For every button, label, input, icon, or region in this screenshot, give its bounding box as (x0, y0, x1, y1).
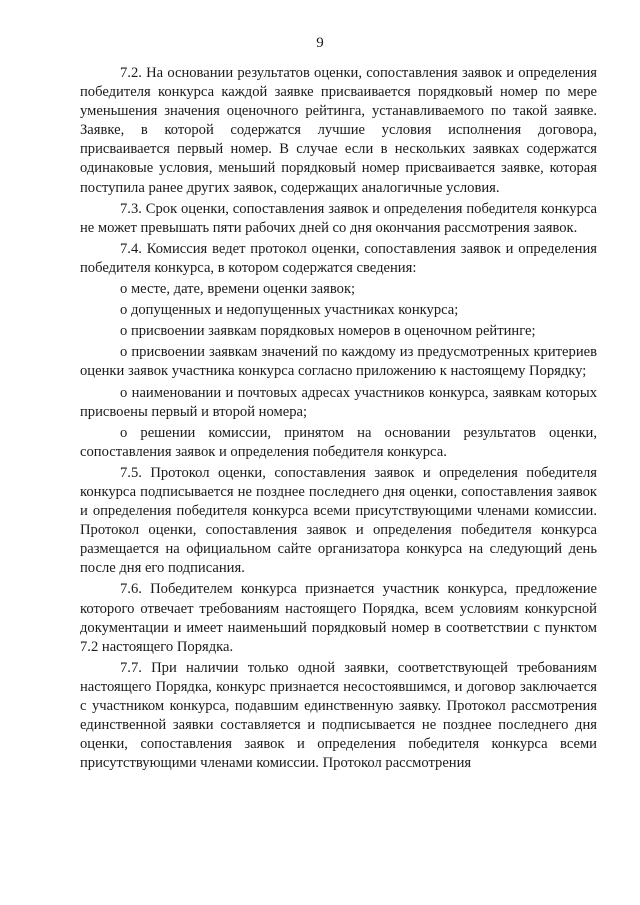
list-item: о решении комиссии, принятом на основании результатов оценки, сопоставления заявок и определения победителя конкурса. (80, 424, 597, 460)
paragraph-7-6: 7.6. Победителем конкурса признается участник конкурса, предложение которого отвечает требованиям настоящего Порядка, всем условиям конкурсной документации и имеет наименьший порядковый номер в соответствии с пунктом 7.2 настоящего Порядка. (80, 581, 597, 655)
paragraph-7-4: 7.4. Комиссия ведет протокол оценки, сопоставления заявок и определения победителя конкурса, в котором содержатся сведения: (80, 240, 597, 276)
list-item: о присвоении заявкам порядковых номеров в оценочном рейтинге; (120, 323, 536, 340)
list-item: о наименовании и почтовых адресах участников конкурса, заявкам которых присвоены первый и второй номера; (80, 384, 597, 420)
list-item: о допущенных и недопущенных участниках конкурса; (120, 302, 459, 319)
paragraph-7-2: 7.2. На основании результатов оценки, сопоставления заявок и определения победителя конкурса каждой заявке присваивается порядковый номер по мере уменьшения значения оценочного рейтинга, устанавливаемого по такой заявке. Заявке, в которой содержатся лучшие условия исполнения договора, присваивается первый номер. В случае если в нескольких заявках содержатся одинаковые условия, меньший порядковый номер присваивается заявке, которая поступила ранее других заявок, содержащих аналогичные условия. (80, 65, 597, 196)
list-item: о присвоении заявкам значений по каждому из предусмотренных критериев оценки заявок участника конкурса согласно приложению к настоящему Порядку; (80, 344, 597, 380)
document-body (80, 64, 597, 773)
list-item: о месте, дате, времени оценки заявок; (120, 281, 356, 298)
paragraph-7-3: 7.3. Срок оценки, сопоставления заявок и определения победителя конкурса не может превышать пяти рабочих дней со дня окончания рассмотрения заявок. (80, 200, 597, 236)
page-number: 9 (316, 35, 324, 51)
paragraph-7-7: 7.7. При наличии только одной заявки, соответствующей требованиям настоящего Порядка, конкурс признается несостоявшимся, и договор заключается с участником конкурса, подавшим единственную заявку. Протокол рассмотрения единственной заявки составляется и подписывается не позднее последнего дня оценки, сопоставления заявок и определения победителя конкурса всеми присутствующими членами комиссии. Протокол рассмотрения (80, 659, 597, 772)
paragraph-7-5: 7.5. Протокол оценки, сопоставления заявок и определения победителя конкурса подписывается не позднее последнего дня оценки, сопоставления заявок и определения победителя конкурса всеми присутствующими членами комиссии. Протокол оценки, сопоставления заявок и определения победителя конкурса размещается на официальном сайте организатора конкурса на следующий день после дня его подписания. (80, 464, 597, 577)
